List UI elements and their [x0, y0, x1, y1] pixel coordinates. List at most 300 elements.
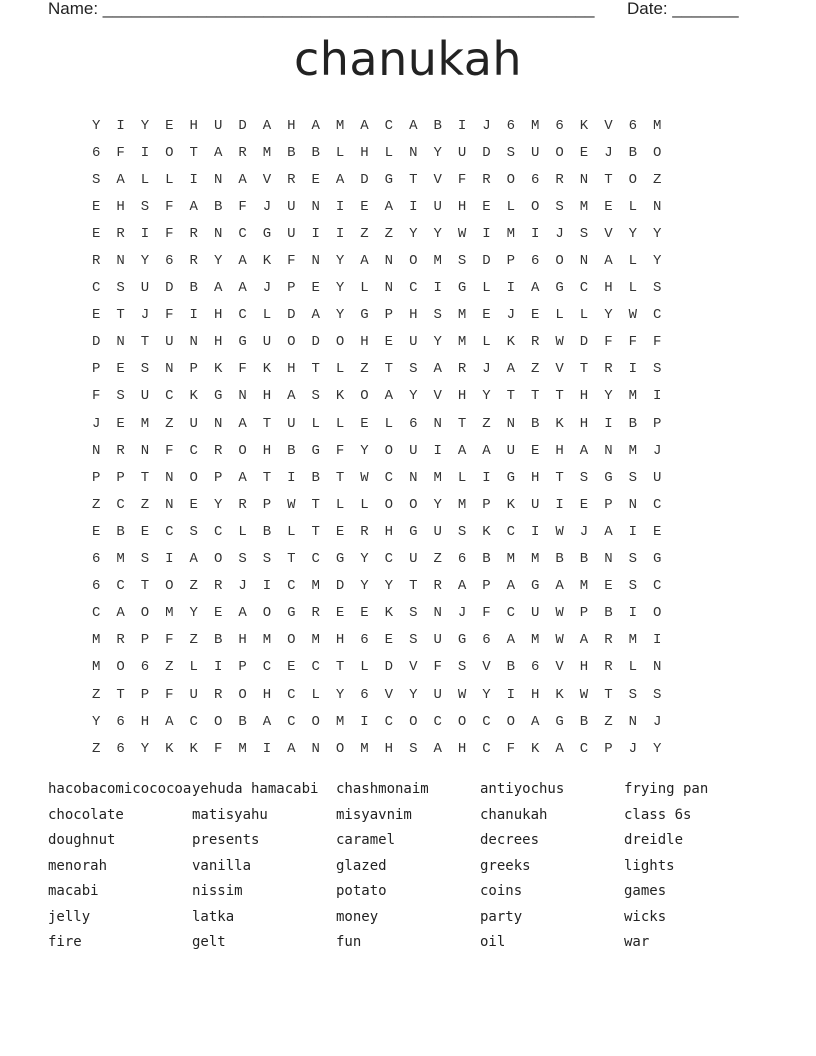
grid-letter: A: [238, 605, 247, 622]
grid-letter: M: [457, 334, 467, 351]
grid-letter: K: [555, 415, 564, 432]
grid-letter: O: [262, 605, 272, 622]
grid-letter: S: [433, 307, 442, 324]
grid-letter: T: [579, 361, 589, 378]
grid-letter: A: [189, 551, 198, 568]
grid-letter: E: [384, 334, 394, 351]
grid-letter: T: [311, 361, 320, 378]
grid-letter: A: [579, 442, 589, 459]
grid-letter: U: [531, 496, 540, 513]
grid-letter: I: [506, 280, 516, 297]
grid-letter: Y: [652, 225, 662, 242]
grid-letter: S: [457, 659, 467, 676]
grid-letter: J: [628, 740, 637, 757]
word-item: antiyochus: [480, 781, 565, 797]
grid-letter: Z: [91, 740, 101, 757]
word-item: jelly: [48, 908, 91, 925]
word-item: hacobacomicococoa: [48, 781, 192, 797]
grid-letter: J: [482, 361, 491, 378]
grid-letter: R: [189, 225, 198, 242]
grid-letter: H: [238, 632, 247, 649]
grid-letter: M: [579, 578, 589, 595]
grid-letter: P: [287, 280, 296, 297]
grid-letter: B: [579, 551, 589, 568]
grid-letter: K: [213, 361, 223, 378]
grid-letter: I: [140, 225, 150, 242]
grid-letter: B: [311, 144, 320, 161]
grid-letter: I: [189, 171, 198, 188]
grid-letter: Y: [409, 225, 418, 242]
grid-letter: V: [433, 388, 442, 405]
grid-letter: P: [91, 469, 101, 486]
grid-letter: L: [360, 659, 369, 676]
word-item: fun: [336, 934, 362, 950]
word-item: wicks: [624, 908, 667, 925]
grid-letter: G: [506, 469, 516, 486]
grid-letter: F: [482, 605, 491, 622]
grid-letter: M: [335, 713, 345, 730]
grid-letter: A: [482, 442, 491, 459]
grid-letter: 6: [409, 415, 418, 432]
grid-letter: I: [213, 659, 223, 676]
grid-letter: 6: [140, 659, 150, 676]
grid-letter: G: [555, 280, 564, 297]
grid-letter: I: [433, 442, 442, 459]
grid-row: [84, 275, 669, 302]
grid-letter: A: [213, 280, 223, 297]
grid-letter: V: [555, 659, 564, 676]
word-item: nissim: [192, 883, 243, 899]
grid-letter: S: [579, 225, 589, 242]
grid-letter: S: [506, 144, 516, 161]
grid-letter: L: [335, 415, 345, 432]
grid-letter: E: [360, 605, 369, 622]
word-column: [336, 778, 480, 957]
grid-letter: N: [628, 496, 637, 513]
grid-row: [84, 410, 669, 437]
grid-letter: C: [433, 713, 442, 730]
grid-letter: H: [457, 740, 467, 757]
grid-letter: W: [555, 523, 564, 540]
grid-letter: R: [213, 442, 223, 459]
grid-letter: C: [116, 578, 125, 595]
grid-row: [84, 139, 669, 166]
grid-letter: H: [360, 334, 369, 351]
grid-letter: J: [506, 307, 516, 324]
grid-letter: O: [628, 171, 637, 188]
grid-letter: S: [409, 632, 418, 649]
grid-letter: H: [287, 361, 296, 378]
grid-letter: H: [189, 117, 198, 134]
grid-letter: W: [457, 225, 467, 242]
grid-letter: S: [652, 280, 662, 297]
grid-letter: D: [360, 171, 369, 188]
grid-letter: C: [579, 740, 589, 757]
grid-letter: 6: [531, 659, 540, 676]
grid-letter: E: [482, 307, 491, 324]
grid-letter: L: [311, 686, 320, 703]
grid-letter: E: [384, 632, 394, 649]
grid-letter: Y: [360, 442, 369, 459]
grid-letter: Z: [482, 415, 491, 432]
grid-letter: M: [531, 632, 540, 649]
grid-letter: U: [457, 144, 467, 161]
grid-letter: T: [189, 144, 198, 161]
grid-letter: O: [409, 496, 418, 513]
grid-letter: M: [457, 307, 467, 324]
word-column: [192, 778, 336, 957]
grid-letter: E: [652, 523, 662, 540]
grid-letter: O: [652, 144, 662, 161]
word-column: [624, 778, 768, 957]
grid-letter: U: [287, 415, 296, 432]
grid-row: [84, 735, 669, 762]
grid-letter: D: [287, 307, 296, 324]
grid-letter: C: [287, 713, 296, 730]
grid-letter: C: [165, 388, 174, 405]
grid-letter: F: [238, 361, 247, 378]
grid-letter: E: [91, 198, 101, 215]
grid-letter: H: [384, 740, 394, 757]
grid-letter: O: [531, 198, 540, 215]
grid-letter: K: [555, 686, 564, 703]
grid-letter: D: [482, 144, 491, 161]
grid-letter: A: [238, 171, 247, 188]
grid-letter: A: [555, 740, 564, 757]
grid-letter: I: [652, 632, 662, 649]
grid-letter: T: [555, 469, 564, 486]
grid-row: [84, 329, 669, 356]
grid-letter: E: [91, 225, 101, 242]
grid-letter: O: [384, 442, 394, 459]
word-item: lights: [624, 857, 675, 874]
grid-letter: V: [482, 659, 491, 676]
grid-letter: H: [579, 659, 589, 676]
grid-letter: R: [91, 253, 101, 270]
grid-letter: G: [360, 307, 369, 324]
grid-letter: A: [213, 144, 223, 161]
grid-letter: P: [384, 307, 394, 324]
word-item: glazed: [336, 857, 387, 874]
grid-letter: Z: [165, 415, 174, 432]
grid-letter: G: [262, 225, 272, 242]
grid-letter: A: [311, 117, 320, 134]
grid-letter: K: [482, 523, 491, 540]
grid-letter: N: [433, 415, 442, 432]
grid-letter: N: [311, 253, 320, 270]
grid-letter: W: [555, 605, 564, 622]
grid-letter: V: [433, 171, 442, 188]
grid-letter: A: [262, 713, 272, 730]
grid-letter: N: [604, 442, 613, 459]
word-item: class 6s: [624, 806, 692, 823]
grid-letter: C: [482, 740, 491, 757]
grid-letter: O: [238, 442, 247, 459]
grid-letter: C: [189, 713, 198, 730]
grid-letter: H: [140, 713, 150, 730]
grid-letter: I: [140, 144, 150, 161]
grid-letter: O: [506, 171, 516, 188]
grid-letter: O: [213, 551, 223, 568]
grid-row: [84, 464, 669, 491]
grid-letter: D: [335, 578, 345, 595]
grid-letter: Z: [165, 659, 174, 676]
grid-letter: 6: [360, 686, 369, 703]
grid-letter: S: [238, 551, 247, 568]
grid-letter: 6: [91, 578, 101, 595]
grid-letter: C: [287, 686, 296, 703]
grid-letter: A: [604, 523, 613, 540]
grid-letter: Z: [360, 361, 369, 378]
grid-letter: T: [335, 659, 345, 676]
grid-letter: C: [384, 469, 394, 486]
grid-letter: B: [213, 198, 223, 215]
grid-letter: H: [457, 388, 467, 405]
grid-letter: Z: [189, 632, 198, 649]
grid-letter: Y: [140, 740, 150, 757]
grid-letter: S: [628, 686, 637, 703]
grid-letter: I: [311, 225, 320, 242]
grid-letter: 6: [360, 632, 369, 649]
grid-letter: I: [628, 605, 637, 622]
grid-letter: 6: [531, 171, 540, 188]
grid-letter: L: [287, 523, 296, 540]
grid-letter: E: [360, 415, 369, 432]
grid-letter: G: [384, 171, 394, 188]
grid-letter: Y: [604, 307, 613, 324]
grid-letter: V: [409, 659, 418, 676]
grid-letter: T: [116, 307, 125, 324]
grid-letter: U: [213, 117, 223, 134]
grid-letter: Z: [140, 496, 150, 513]
grid-letter: R: [116, 225, 125, 242]
grid-letter: C: [189, 442, 198, 459]
grid-letter: O: [335, 740, 345, 757]
grid-letter: A: [238, 469, 247, 486]
grid-letter: T: [506, 388, 516, 405]
grid-letter: U: [433, 632, 442, 649]
grid-letter: F: [165, 198, 174, 215]
grid-letter: L: [165, 171, 174, 188]
grid-letter: F: [165, 632, 174, 649]
grid-letter: Y: [628, 225, 637, 242]
grid-letter: 6: [555, 117, 564, 134]
grid-letter: F: [213, 740, 223, 757]
grid-letter: P: [506, 253, 516, 270]
grid-letter: Y: [91, 713, 101, 730]
grid-row: [84, 437, 669, 464]
grid-letter: T: [555, 388, 564, 405]
grid-letter: Y: [335, 686, 345, 703]
grid-letter: R: [555, 171, 564, 188]
word-column: [48, 778, 192, 957]
grid-letter: A: [287, 740, 296, 757]
grid-letter: H: [213, 334, 223, 351]
grid-letter: L: [457, 469, 467, 486]
grid-letter: U: [189, 686, 198, 703]
grid-letter: F: [457, 171, 467, 188]
grid-row: [84, 600, 669, 627]
grid-letter: C: [91, 280, 101, 297]
grid-letter: K: [384, 605, 394, 622]
grid-letter: S: [457, 523, 467, 540]
grid-letter: G: [311, 442, 320, 459]
grid-letter: Y: [433, 496, 442, 513]
word-item: misyavnim: [336, 806, 412, 823]
grid-letter: N: [652, 659, 662, 676]
grid-letter: E: [311, 280, 320, 297]
grid-letter: U: [652, 469, 662, 486]
grid-letter: H: [555, 442, 564, 459]
grid-row: [84, 573, 669, 600]
grid-letter: N: [213, 171, 223, 188]
grid-letter: S: [189, 523, 198, 540]
word-item: oil: [480, 934, 506, 950]
grid-letter: P: [189, 361, 198, 378]
grid-letter: L: [360, 496, 369, 513]
grid-letter: G: [409, 523, 418, 540]
grid-letter: A: [360, 253, 369, 270]
grid-letter: I: [628, 523, 637, 540]
grid-row: [84, 681, 669, 708]
grid-letter: M: [433, 469, 442, 486]
grid-letter: C: [213, 523, 223, 540]
grid-letter: V: [384, 686, 394, 703]
grid-letter: G: [531, 578, 540, 595]
grid-letter: N: [579, 171, 589, 188]
grid-row: [84, 546, 669, 573]
grid-letter: J: [91, 415, 101, 432]
grid-letter: M: [311, 578, 320, 595]
grid-letter: P: [482, 496, 491, 513]
grid-row: [84, 383, 669, 410]
grid-letter: C: [579, 280, 589, 297]
grid-letter: C: [238, 307, 247, 324]
grid-letter: Z: [433, 551, 442, 568]
grid-letter: M: [531, 117, 540, 134]
grid-letter: O: [287, 632, 296, 649]
grid-letter: M: [262, 144, 272, 161]
grid-letter: L: [628, 198, 637, 215]
grid-letter: Y: [189, 605, 198, 622]
grid-letter: I: [482, 225, 491, 242]
grid-letter: H: [287, 117, 296, 134]
grid-row: [84, 166, 669, 193]
grid-letter: B: [628, 415, 637, 432]
grid-letter: G: [457, 280, 467, 297]
grid-letter: N: [165, 361, 174, 378]
grid-letter: T: [116, 686, 125, 703]
grid-row: [84, 112, 669, 139]
grid-letter: N: [604, 551, 613, 568]
grid-letter: B: [262, 523, 272, 540]
grid-letter: O: [555, 144, 564, 161]
grid-letter: R: [311, 605, 320, 622]
grid-letter: 6: [531, 253, 540, 270]
grid-letter: J: [652, 713, 662, 730]
grid-letter: S: [91, 171, 101, 188]
grid-letter: W: [628, 307, 637, 324]
page-title: chanukah: [293, 32, 523, 86]
grid-letter: O: [409, 713, 418, 730]
grid-letter: C: [287, 578, 296, 595]
grid-letter: C: [311, 659, 320, 676]
grid-letter: J: [262, 198, 272, 215]
grid-letter: O: [384, 496, 394, 513]
grid-letter: S: [116, 280, 125, 297]
grid-letter: L: [579, 307, 589, 324]
grid-letter: M: [91, 659, 101, 676]
grid-letter: L: [140, 171, 150, 188]
word-item: games: [624, 883, 667, 899]
letter-grid: [84, 112, 669, 762]
grid-letter: P: [91, 361, 101, 378]
grid-letter: E: [91, 307, 101, 324]
grid-letter: R: [433, 578, 442, 595]
grid-letter: B: [287, 144, 296, 161]
grid-letter: U: [262, 334, 272, 351]
grid-row: [84, 708, 669, 735]
grid-letter: I: [360, 713, 369, 730]
grid-letter: T: [140, 469, 150, 486]
grid-letter: C: [311, 551, 320, 568]
grid-letter: G: [287, 605, 296, 622]
grid-letter: F: [506, 740, 516, 757]
word-item: caramel: [336, 832, 396, 848]
grid-letter: T: [531, 388, 540, 405]
grid-letter: S: [628, 578, 637, 595]
grid-letter: I: [628, 361, 637, 378]
grid-row: [84, 302, 669, 329]
grid-letter: N: [91, 442, 101, 459]
word-item: menorah: [48, 857, 108, 874]
word-item: chanukah: [480, 806, 548, 823]
grid-letter: K: [506, 496, 516, 513]
grid-letter: N: [652, 198, 662, 215]
grid-letter: R: [213, 686, 223, 703]
grid-letter: A: [384, 198, 394, 215]
grid-letter: A: [238, 253, 247, 270]
grid-letter: E: [579, 144, 589, 161]
grid-letter: Y: [213, 496, 223, 513]
grid-letter: R: [238, 496, 247, 513]
grid-letter: L: [628, 280, 637, 297]
grid-letter: U: [409, 551, 418, 568]
grid-row: [84, 356, 669, 383]
grid-row: [84, 193, 669, 220]
grid-letter: O: [506, 713, 516, 730]
grid-letter: Y: [433, 334, 442, 351]
grid-letter: J: [457, 605, 467, 622]
grid-letter: K: [335, 388, 345, 405]
grid-letter: U: [140, 388, 150, 405]
word-item: chocolate: [48, 806, 124, 823]
word-item: party: [480, 908, 523, 925]
grid-letter: O: [116, 659, 125, 676]
grid-letter: U: [287, 225, 296, 242]
grid-letter: S: [116, 388, 125, 405]
grid-letter: S: [409, 605, 418, 622]
grid-letter: M: [506, 225, 516, 242]
grid-letter: U: [140, 280, 150, 297]
grid-letter: K: [506, 334, 516, 351]
grid-letter: F: [165, 442, 174, 459]
grid-letter: A: [604, 253, 613, 270]
grid-letter: B: [579, 713, 589, 730]
grid-letter: N: [433, 605, 442, 622]
grid-letter: M: [628, 388, 637, 405]
grid-letter: W: [555, 632, 564, 649]
